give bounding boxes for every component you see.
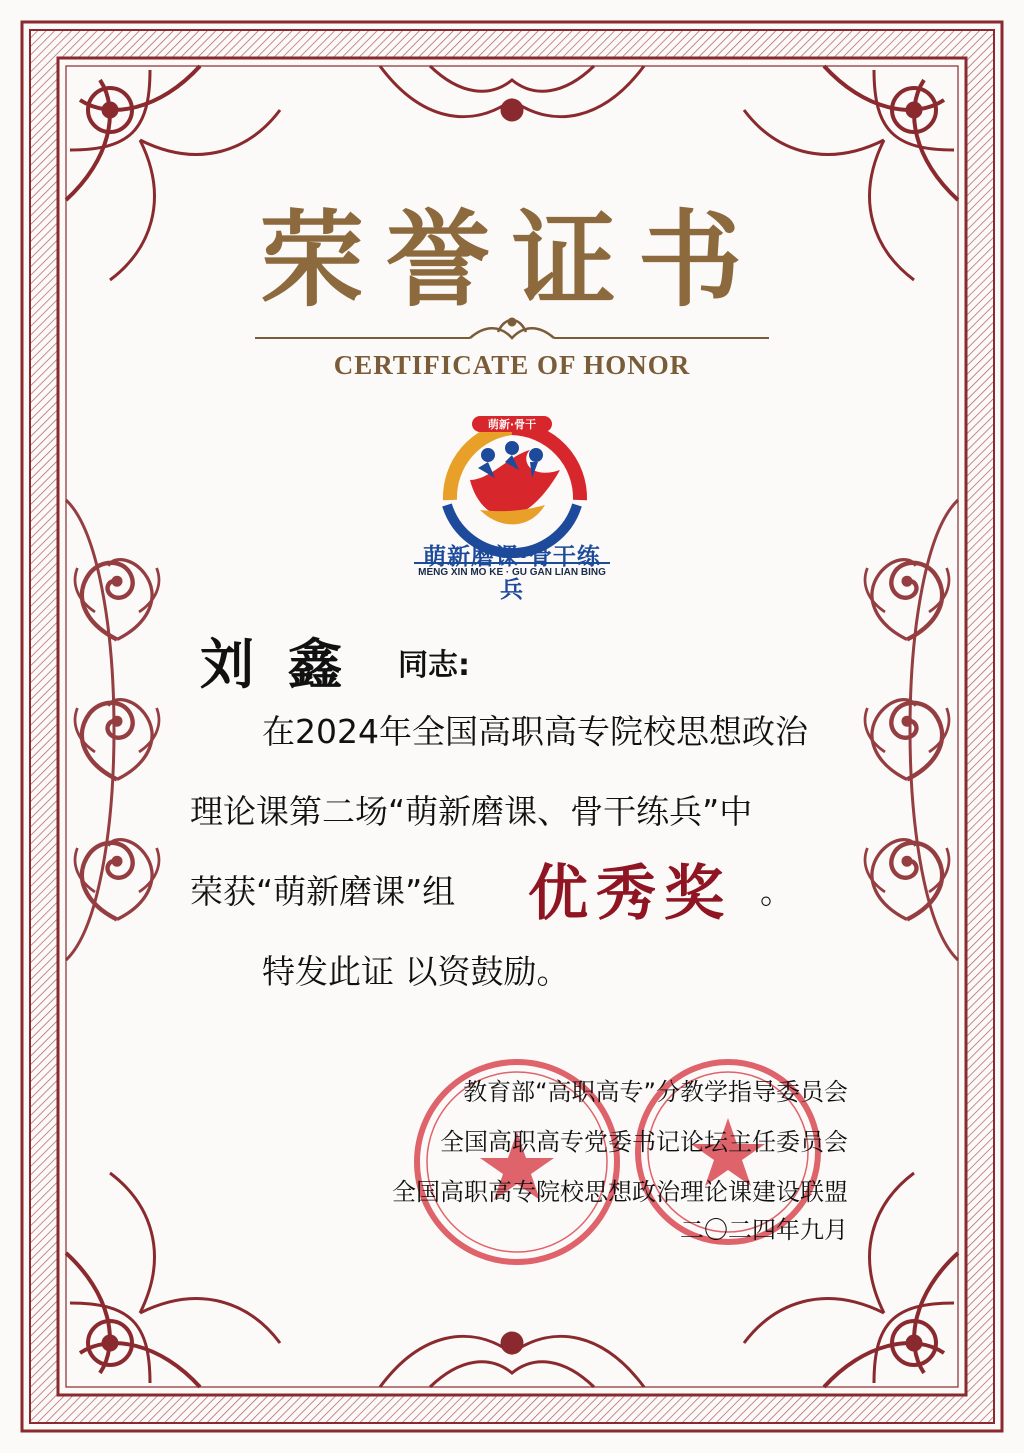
recipient-name: 刘鑫 xyxy=(200,632,376,696)
logo-name-en: MENG XIN MO KE · GU GAN LIAN BING xyxy=(418,567,606,578)
greeting: 同志: xyxy=(398,648,470,683)
certificate-subtitle: CERTIFICATE OF HONOR xyxy=(333,350,691,380)
logo-name-cn: 萌新磨课·骨干练兵 xyxy=(423,544,601,603)
body-line-3: 荣获“萌新磨课”组 xyxy=(190,872,456,911)
body-line-4: 特发此证 以资鼓励。 xyxy=(262,952,570,991)
issuer-3: 全国高职高专院校思想政治理论课建设联盟 xyxy=(392,1178,848,1206)
issuer-1: 教育部“高职高专”分教学指导委员会 xyxy=(463,1078,848,1106)
issuer-2: 全国高职高专党委书记论坛主任委员会 xyxy=(440,1128,848,1156)
award-name: 优秀奖 xyxy=(528,859,732,929)
logo-arc-text: 萌新·骨干 xyxy=(472,416,552,432)
body-line-2: 理论课第二场“萌新磨课、骨干练兵”中 xyxy=(190,792,753,831)
issue-date: 二〇二四年九月 xyxy=(680,1216,848,1244)
body-line-3-suffix: 。 xyxy=(760,872,793,911)
certificate-title: 荣誉证书 xyxy=(259,198,764,321)
body-line-1: 在2024年全国高职高专院校思想政治 xyxy=(262,712,808,751)
